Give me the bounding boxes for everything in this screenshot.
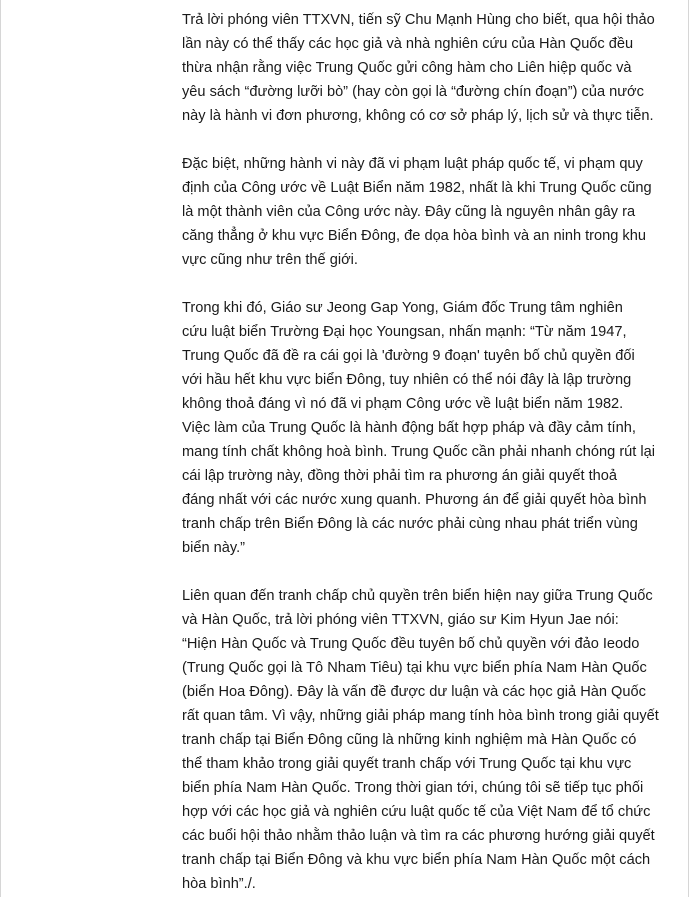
- article-paragraph-2: Đặc biệt, những hành vi này đã vi phạm luật pháp quốc tế, vi phạm quy định của Công ước về Luật Biển năm 1982, nhất là khi Trung Quốc cũng là một thành viên của Công ước này. Đây cũng là nguyên nhân gây ra căng thẳng ở khu vực Biển Đông, đe dọa hòa bình và an ninh trong khu vực cũng như trên thế giới.: [182, 156, 652, 268]
- article-paragraph-3: Trong khi đó, Giáo sư Jeong Gap Yong, Giám đốc Trung tâm nghiên cứu luật biển Trường Đại học Youngsan, nhấn mạnh: “Từ năm 1947, Trung Quốc đã đề ra cái gọi là 'đường 9 đoạn' tuyên bố chủ quyền đối với hầu hết khu vực biển Đông, tuy nhiên có thể nói đây là lập trường không thoả đáng vì nó đã vi phạm Công ước về luật biển năm 1982. Việc làm của Trung Quốc là hành động bất hợp pháp và đầy cảm tính, mang tính chất không hoà bình. Trung Quốc cần phải nhanh chóng rút lại cái lập trường này, đồng thời phải tìm ra phương án giải quyết thoả đáng nhất với các nước xung quanh. Phương án để giải quyết hòa bình tranh chấp trên Biển Đông là các nước phải cùng nhau phát triển vùng biển này.”: [182, 300, 656, 556]
- page-border-left: [0, 0, 1, 897]
- article-paragraph-1: Trả lời phóng viên TTXVN, tiến sỹ Chu Mạnh Hùng cho biết, qua hội thảo lần này có thể thấy các học giả và nhà nghiên cứu của Hàn Quốc đều thừa nhận rằng việc Trung Quốc gửi công hàm cho Liên hiệp quốc và yêu sách “đường lưỡi bò” (hay còn gọi là “đường chín đoạn”) của nước này là hành vi đơn phương, không có cơ sở pháp lý, lịch sử và thực tiễn.: [182, 12, 655, 124]
- article-body: [182, 8, 682, 920]
- article-paragraph-4: Liên quan đến tranh chấp chủ quyền trên biển hiện nay giữa Trung Quốc và Hàn Quốc, trả lời phóng viên TTXVN, giáo sư Kim Hyun Jae nói: “Hiện Hàn Quốc và Trung Quốc đều tuyên bố chủ quyền với đảo Ieodo (Trung Quốc gọi là Tô Nham Tiêu) tại khu vực biển phía Nam Hàn Quốc (biển Hoa Đông). Đây là vấn đề được dư luận và các học giả Hàn Quốc rất quan tâm. Vì vậy, những giải pháp mang tính hòa bình trong giải quyết tranh chấp tại Biển Đông cũng là những kinh nghiệm mà Hàn Quốc có thể tham khảo trong giải quyết tranh chấp với Trung Quốc tại khu vực biển phía Nam Hàn Quốc. Trong thời gian tới, chúng tôi sẽ tiếp tục phối hợp với các học giả và nghiên cứu luật quốc tế của Việt Nam để tổ chức các buổi hội thảo nhằm thảo luận và tìm ra các phương hướng giải quyết tranh chấp tại Biển Đông và khu vực biển phía Nam Hàn Quốc một cách hòa bình”./.: [182, 588, 659, 892]
